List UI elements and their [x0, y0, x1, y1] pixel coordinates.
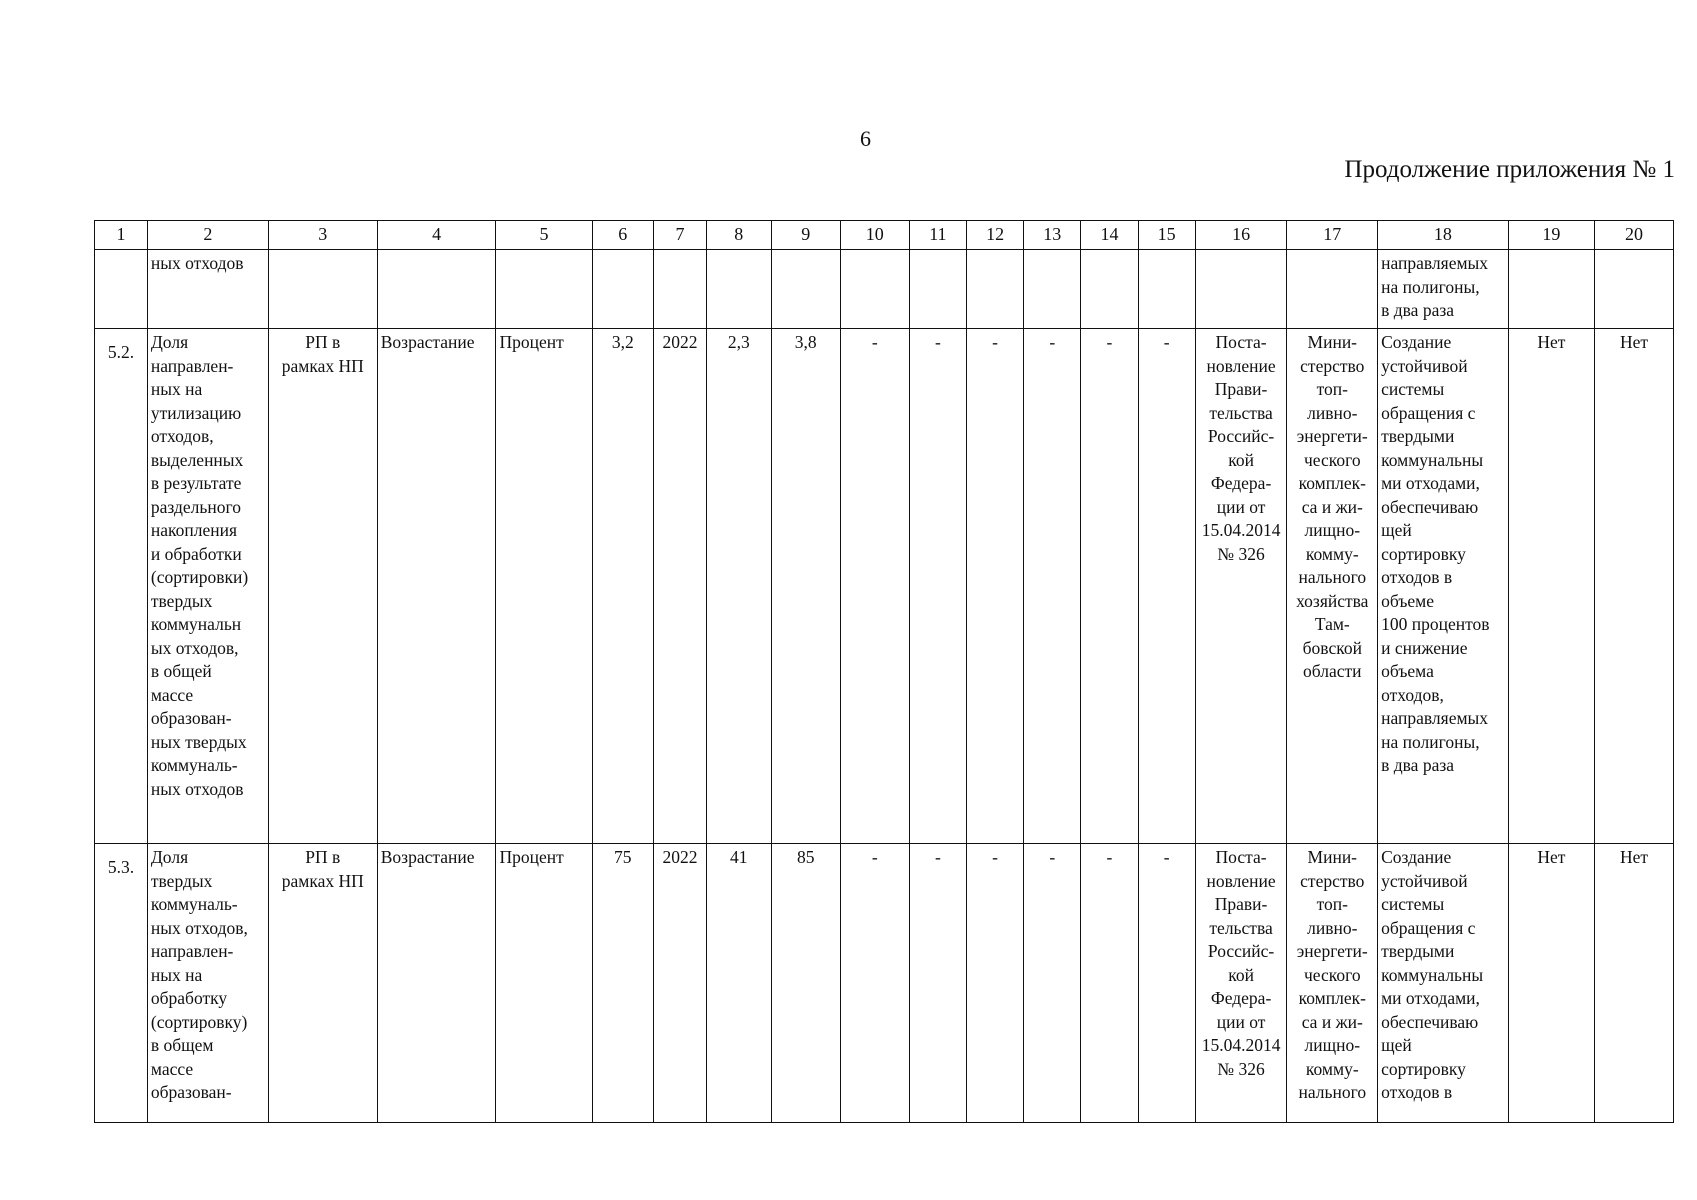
- col-header: 18: [1378, 221, 1509, 250]
- col-header: 5: [496, 221, 592, 250]
- cell-base-year: 2022: [654, 329, 707, 844]
- header-row: [95, 221, 1674, 250]
- cell-value-13: -: [1024, 844, 1081, 1123]
- cell-value-15: -: [1138, 844, 1195, 1123]
- col-header: 8: [706, 221, 771, 250]
- col-header: 16: [1195, 221, 1287, 250]
- cell-value-19: Нет: [1508, 844, 1594, 1123]
- cell-value-10: -: [840, 329, 909, 844]
- col-header: 11: [909, 221, 966, 250]
- col-header: 19: [1508, 221, 1594, 250]
- cell-value-19: Нет: [1508, 329, 1594, 844]
- cell-base-year: 2022: [654, 844, 707, 1123]
- cell-organization: Мини- стерство топ- ливно- энергети- ческого комплек- са и жи- лищно- комму- нального хозяйства Там- бовской области: [1287, 329, 1378, 844]
- cell-value-20: Нет: [1595, 329, 1674, 844]
- cell-base-value: 75: [592, 844, 654, 1123]
- col-header: 6: [592, 221, 654, 250]
- cell-value-12: -: [966, 329, 1023, 844]
- cell-unit: Процент: [496, 329, 592, 844]
- col-header: 14: [1081, 221, 1138, 250]
- cell-num: 5.2.: [95, 329, 148, 844]
- col-header: 13: [1024, 221, 1081, 250]
- table-row: [95, 844, 1674, 1123]
- cell-value-12: -: [966, 844, 1023, 1123]
- cell-goal: Создание устойчивой системы обращения с твердыми коммунальны ми отходами, обеспечиваю щей сортировку отходов в: [1378, 844, 1509, 1123]
- cell-value-15: -: [1138, 329, 1195, 844]
- col-header: 17: [1287, 221, 1378, 250]
- cell-value-20: Нет: [1595, 844, 1674, 1123]
- col-header: 20: [1595, 221, 1674, 250]
- table-row-continuation: [95, 250, 1674, 329]
- cell-value-13: -: [1024, 329, 1081, 844]
- page-number: 6: [860, 126, 871, 151]
- cell-value-14: -: [1081, 844, 1138, 1123]
- cell-value-10: -: [840, 844, 909, 1123]
- cell-base-value: 3,2: [592, 329, 654, 844]
- cell-value-9: 3,8: [771, 329, 840, 844]
- continuation-title: Продолжение приложения № 1: [1344, 156, 1675, 183]
- col-header: 15: [1138, 221, 1195, 250]
- indicators-table: [94, 220, 1674, 1123]
- cell-value-11: -: [909, 844, 966, 1123]
- table-row: [95, 329, 1674, 844]
- cell-name: Доля направлен- ных на утилизацию отходов, выделенных в результате раздельного накопления и обработки (сортировки) твердых коммунальн ых отходов, в общей массе образован- ных твердых коммуналь- ных отходов: [147, 329, 268, 844]
- col-header: 3: [268, 221, 377, 250]
- cell-organization: Мини- стерство топ- ливно- энергети- ческого комплек- са и жи- лищно- комму- нального: [1287, 844, 1378, 1123]
- cell-document: Поста- новление Прави- тельства Российс- кой Федера- ции от 15.04.2014 № 326: [1195, 844, 1287, 1123]
- col-header: 9: [771, 221, 840, 250]
- cell-name: ных отходов: [147, 250, 268, 329]
- cell-goal: направляемых на полигоны, в два раза: [1378, 250, 1509, 329]
- cell-type: РП в рамках НП: [268, 844, 377, 1123]
- col-header: 1: [95, 221, 148, 250]
- cell-name: Доля твердых коммуналь- ных отходов, направлен- ных на обработку (сортировку) в общем массе образован-: [147, 844, 268, 1123]
- col-header: 2: [147, 221, 268, 250]
- cell-num: 5.3.: [95, 844, 148, 1123]
- cell-type: РП в рамках НП: [268, 329, 377, 844]
- cell-value-8: 2,3: [706, 329, 771, 844]
- cell-trend: Возрастание: [377, 844, 496, 1123]
- col-header: 12: [966, 221, 1023, 250]
- cell-document: Поста- новление Прави- тельства Российс- кой Федера- ции от 15.04.2014 № 326: [1195, 329, 1287, 844]
- cell-value-11: -: [909, 329, 966, 844]
- cell-value-9: 85: [771, 844, 840, 1123]
- col-header: 7: [654, 221, 707, 250]
- col-header: 4: [377, 221, 496, 250]
- cell-unit: Процент: [496, 844, 592, 1123]
- cell-value-8: 41: [706, 844, 771, 1123]
- cell-trend: Возрастание: [377, 329, 496, 844]
- cell-value-14: -: [1081, 329, 1138, 844]
- col-header: 10: [840, 221, 909, 250]
- cell-goal: Создание устойчивой системы обращения с твердыми коммунальны ми отходами, обеспечиваю щей сортировку отходов в объеме 100 процентов и снижение объема отходов, направляемых на полигоны, в два раза: [1378, 329, 1509, 844]
